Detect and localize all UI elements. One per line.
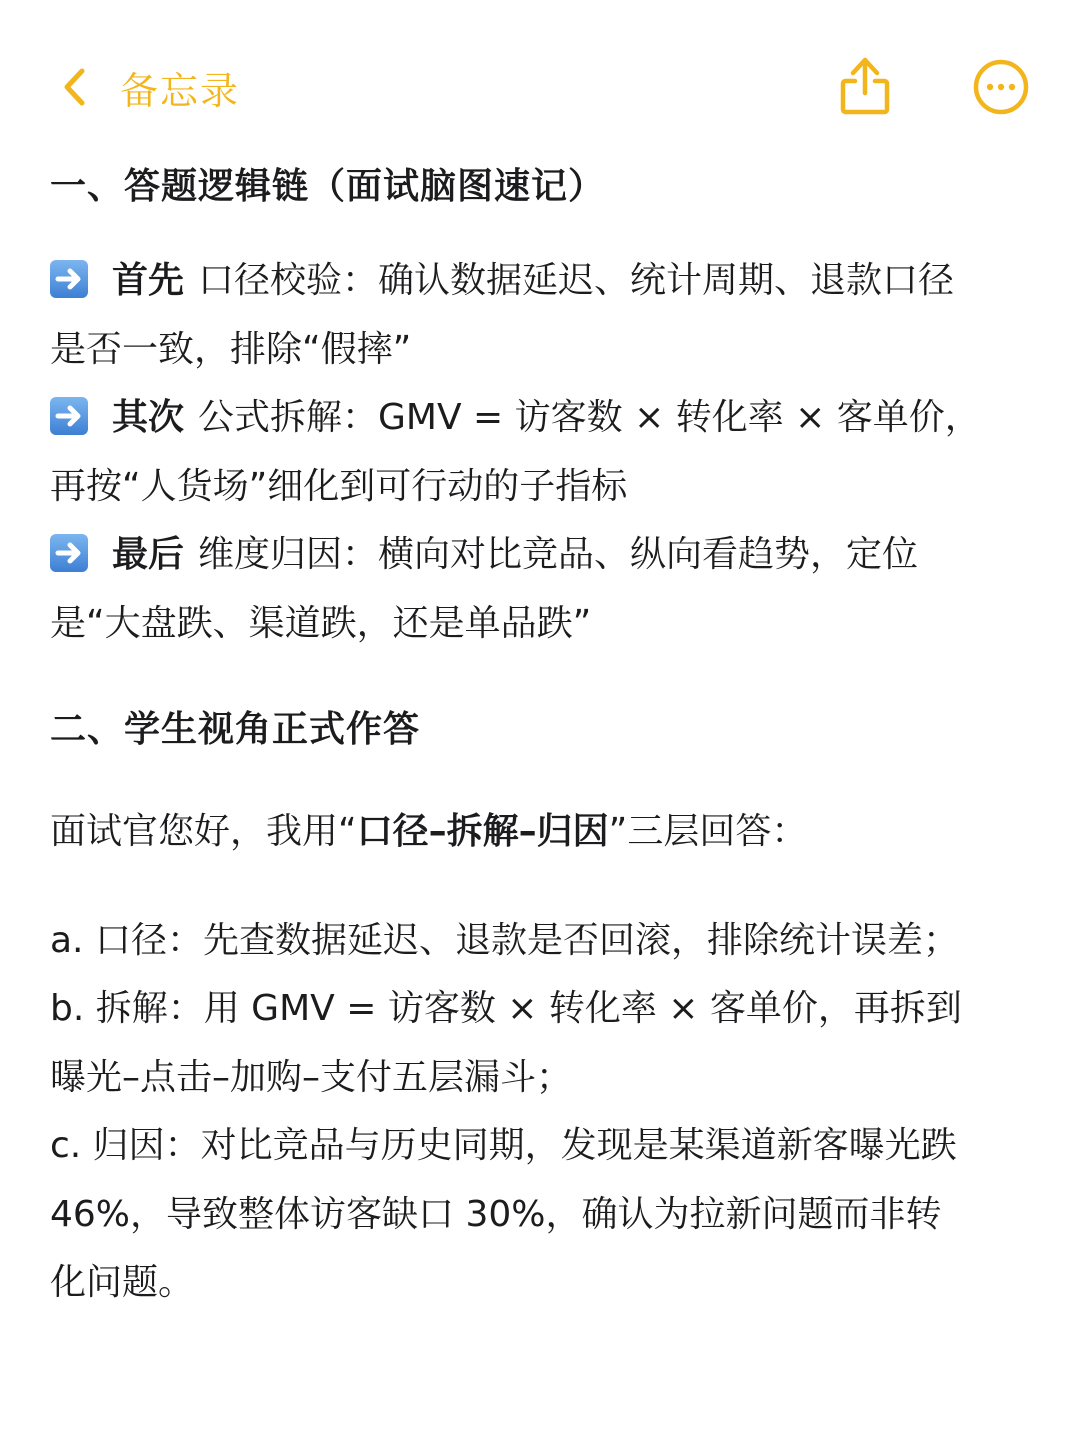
intro-prefix: 面试官您好，我用“ [50,811,357,852]
answer-intro [50,798,1040,867]
answer-b-line2: 曝光–点击–加购–支付五层漏斗； [50,1056,573,1098]
logic-chain-steps [50,247,1040,658]
chevron-left-icon [62,67,88,107]
share-button[interactable] [836,55,894,117]
step-keyword: 其次 [112,397,185,438]
step-text-cont: 再按“人货场”细化到可行动的子指标 [50,465,628,507]
answer-c-line2: 46%，导致整体访客缺口 30%，确认为拉新问题而非转 [50,1193,942,1235]
section-1-title: 一、答题逻辑链（面试脑图速记） [50,166,606,207]
step-first [50,247,1040,384]
right-arrow-icon [50,397,88,435]
answer-c-line3: 化问题。 [50,1262,195,1303]
share-icon [836,55,894,117]
back-label: 备忘录 [120,68,241,113]
note-body[interactable] [50,155,1040,1318]
answer-b [50,975,1040,1112]
answer-a: a. 口径：先查数据延迟、退款是否回滚，排除统计误差； [50,919,959,961]
answer-list [50,907,1040,1318]
back-button[interactable] [62,58,240,116]
step-text: 维度归因：横向对比竞品、纵向看趋势，定位 [198,534,919,575]
step-keyword: 最后 [112,534,185,575]
intro-suffix: ”三层回答： [608,811,808,852]
step-third [50,521,1040,658]
step-keyword: 首先 [112,260,185,301]
more-button[interactable] [972,58,1030,116]
answer-c [50,1112,1040,1318]
step-text: 口径校验：确认数据延迟、统计周期、退款口径 [198,260,955,301]
step-text-cont: 是“大盘跌、渠道跌，还是单品跌” [50,602,592,644]
step-text: 公式拆解：GMV = 访客数 × 转化率 × 客单价， [198,397,981,438]
answer-c-line1: c. 归因：对比竞品与历史同期，发现是某渠道新客曝光跌 [50,1125,957,1166]
answer-b-line1: b. 拆解：用 GMV = 访客数 × 转化率 × 客单价，再拆到 [50,988,962,1029]
more-icon [972,58,1030,116]
step-text-cont: 是否一致，排除“假摔” [50,328,412,370]
section-2-title: 二、学生视角正式作答 [50,709,421,750]
right-arrow-icon [50,260,88,298]
right-arrow-icon [50,534,88,572]
intro-bold: 口径–拆解–归因 [356,811,609,852]
navigation-bar [0,0,1080,170]
step-second [50,384,1040,521]
